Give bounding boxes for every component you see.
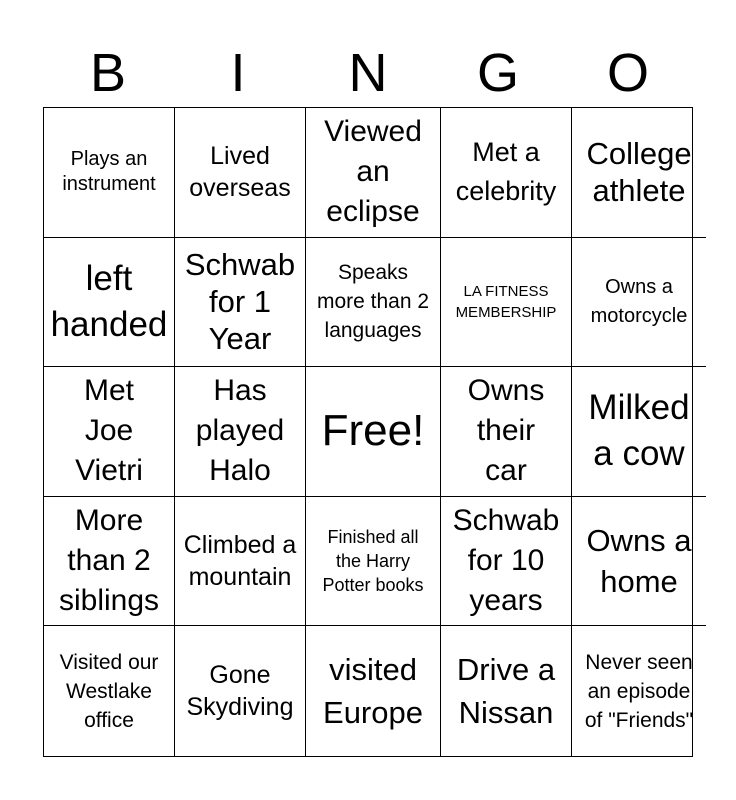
bingo-cell[interactable]	[441, 238, 572, 368]
cell-text: visited Europe	[323, 652, 423, 731]
bingo-grid	[43, 107, 693, 757]
cell-text: Speaks more than 2 languages	[316, 261, 430, 343]
cell-text: Visited our Westlake office	[59, 650, 159, 732]
cell-text: Climbed a mountain	[183, 531, 297, 592]
cell-text: Gone Skydiving	[186, 661, 294, 722]
cell-text: More than 2 siblings	[58, 504, 160, 618]
cell-text: Never seen an episode of "Friends"	[584, 650, 694, 732]
bingo-cell[interactable]	[572, 238, 706, 368]
cell-text: Met a celebrity	[455, 137, 557, 207]
cell-text: Owns a motorcycle	[590, 275, 688, 327]
bingo-cell[interactable]	[572, 626, 706, 756]
header-letter-g: G	[476, 43, 519, 103]
header-letter-o: O	[606, 43, 649, 103]
bingo-cell[interactable]	[306, 626, 441, 756]
bingo-cell[interactable]	[175, 238, 306, 368]
cell-text: Free!	[321, 406, 425, 456]
bingo-cell[interactable]	[306, 497, 441, 627]
bingo-cell[interactable]	[306, 367, 441, 497]
bingo-cell[interactable]	[175, 626, 306, 756]
bingo-cell[interactable]	[44, 238, 175, 368]
bingo-cell[interactable]	[44, 367, 175, 497]
cell-text: Has played Halo	[195, 374, 285, 488]
cell-text: Schwab for 1 Year	[184, 247, 296, 357]
bingo-cell[interactable]	[44, 108, 175, 238]
header-letter-i: I	[230, 43, 246, 103]
cell-text: Owns a home	[586, 523, 692, 600]
bingo-cell[interactable]	[306, 238, 441, 368]
bingo-cell[interactable]	[441, 108, 572, 238]
bingo-cell[interactable]	[572, 497, 706, 627]
cell-text: Milked a cow	[588, 388, 690, 474]
cell-text: LA FITNESS MEMBERSHIP	[455, 282, 557, 321]
bingo-cell[interactable]	[44, 626, 175, 756]
cell-text: Finished all the Harry Potter books	[322, 527, 424, 596]
header-letter-n: N	[348, 43, 388, 103]
bingo-header	[43, 40, 693, 106]
cell-text: Viewed an eclipse	[324, 115, 422, 229]
cell-text: Owns their car	[467, 374, 545, 488]
bingo-cell[interactable]	[572, 367, 706, 497]
bingo-cell[interactable]	[441, 626, 572, 756]
cell-text: Met Joe Vietri	[75, 374, 143, 488]
bingo-cell[interactable]	[175, 497, 306, 627]
cell-text: Drive a Nissan	[456, 652, 556, 731]
cell-text: left handed	[50, 258, 168, 344]
cell-text: College athlete	[586, 136, 692, 209]
bingo-cell[interactable]	[175, 108, 306, 238]
bingo-cell[interactable]	[441, 497, 572, 627]
header-letter-b: B	[89, 43, 127, 103]
cell-text: Schwab for 10 years	[452, 504, 560, 618]
bingo-cell[interactable]	[441, 367, 572, 497]
bingo-cell[interactable]	[44, 497, 175, 627]
cell-text: Plays an instrument	[62, 148, 156, 196]
bingo-cell[interactable]	[306, 108, 441, 238]
cell-text: Lived overseas	[189, 142, 291, 203]
bingo-cell[interactable]	[175, 367, 306, 497]
bingo-cell[interactable]	[572, 108, 706, 238]
